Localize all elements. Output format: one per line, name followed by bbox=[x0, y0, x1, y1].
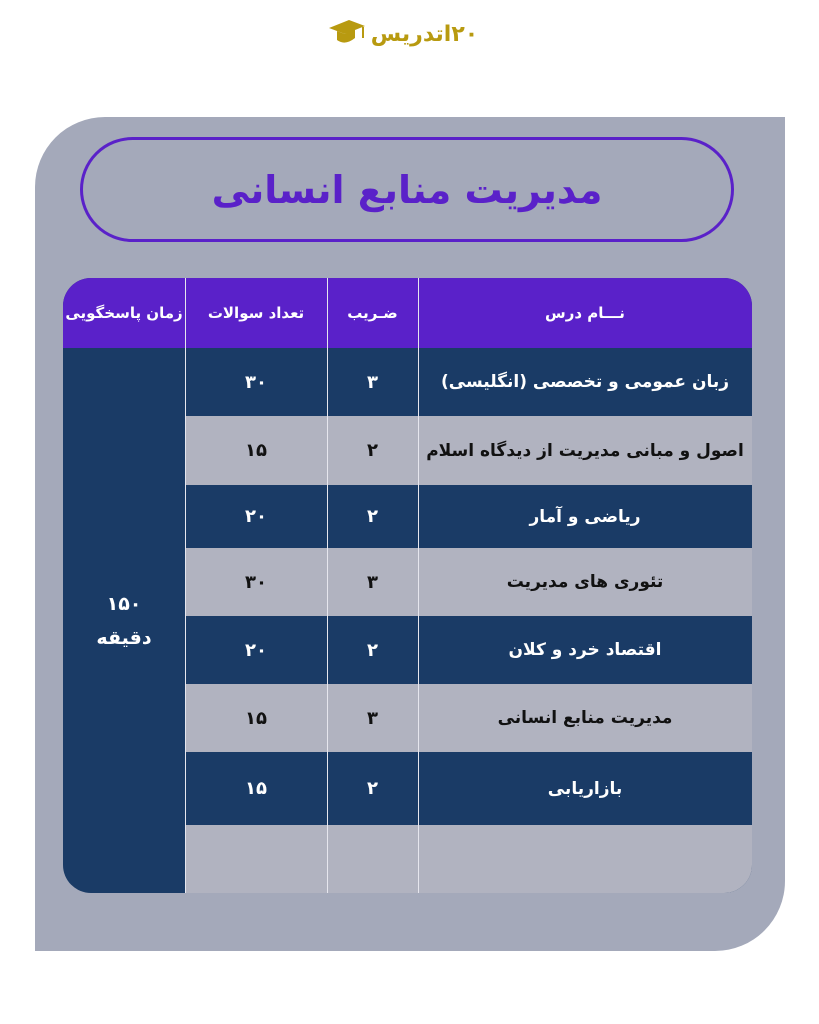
course-name-cell: زبان عمومی و تخصصی (انگلیسی) bbox=[440, 372, 730, 392]
logo-text: ۲۰اتدریس bbox=[370, 21, 479, 47]
table-header bbox=[63, 278, 752, 348]
question-count-cell: ۱۵ bbox=[245, 440, 267, 461]
question-count-cell: ۱۵ bbox=[245, 778, 267, 799]
coefficient-cell: ۳ bbox=[367, 371, 378, 393]
table-row bbox=[185, 684, 752, 752]
column-divider bbox=[418, 278, 419, 893]
time-unit: دقیقه bbox=[96, 626, 152, 649]
answer-time-cell bbox=[63, 348, 185, 893]
header-coefficient: ضـریب bbox=[347, 304, 398, 322]
table-row bbox=[185, 348, 752, 416]
coefficient-cell: ۳ bbox=[367, 707, 378, 729]
course-name-cell: اصول و مبانی مدیریت از دیدگاه اسلام bbox=[426, 440, 744, 461]
course-name-cell: مدیریت منابع انسانی bbox=[497, 708, 673, 728]
table-row bbox=[185, 616, 752, 684]
coefficient-cell: ۲ bbox=[367, 506, 378, 527]
column-divider bbox=[327, 278, 328, 893]
table-row bbox=[185, 416, 752, 485]
time-value: ۱۵۰ bbox=[106, 592, 142, 615]
question-count-cell: ۲۰ bbox=[245, 506, 267, 527]
table-row bbox=[185, 752, 752, 825]
course-name-cell: تئوری های مدیریت bbox=[506, 572, 664, 592]
title-pill bbox=[80, 137, 734, 242]
question-count-cell: ۲۰ bbox=[245, 639, 267, 661]
table-row bbox=[185, 548, 752, 616]
coefficient-cell: ۲ bbox=[367, 440, 378, 461]
table-row bbox=[185, 485, 752, 548]
coefficient-cell: ۳ bbox=[367, 571, 378, 593]
question-count-cell bbox=[185, 825, 327, 893]
course-name-cell: اقتصاد خرد و کلان bbox=[508, 640, 662, 660]
table-row bbox=[185, 825, 752, 893]
page-title: مدیریت منابع انسانی bbox=[211, 167, 603, 212]
question-count-cell: ۱۵ bbox=[245, 707, 267, 729]
header-course: نـــام درس bbox=[545, 304, 625, 322]
question-count-cell: ۳۰ bbox=[245, 571, 267, 593]
course-name-cell bbox=[418, 825, 752, 893]
column-divider bbox=[185, 278, 186, 893]
coefficient-cell: ۲ bbox=[367, 639, 378, 661]
coefficient-cell bbox=[327, 825, 418, 893]
course-name-cell: ریاضی و آمار bbox=[529, 506, 641, 527]
graduation-cap-icon bbox=[327, 16, 367, 52]
coefficient-cell: ۲ bbox=[367, 778, 378, 799]
header-questions: تعداد سوالات bbox=[207, 304, 305, 322]
question-count-cell: ۳۰ bbox=[245, 371, 267, 393]
brand-logo bbox=[330, 14, 479, 54]
course-name-cell: بازاریابی bbox=[547, 778, 623, 799]
header-time: زمان پاسخگویی bbox=[65, 304, 183, 322]
exam-table bbox=[63, 278, 752, 893]
